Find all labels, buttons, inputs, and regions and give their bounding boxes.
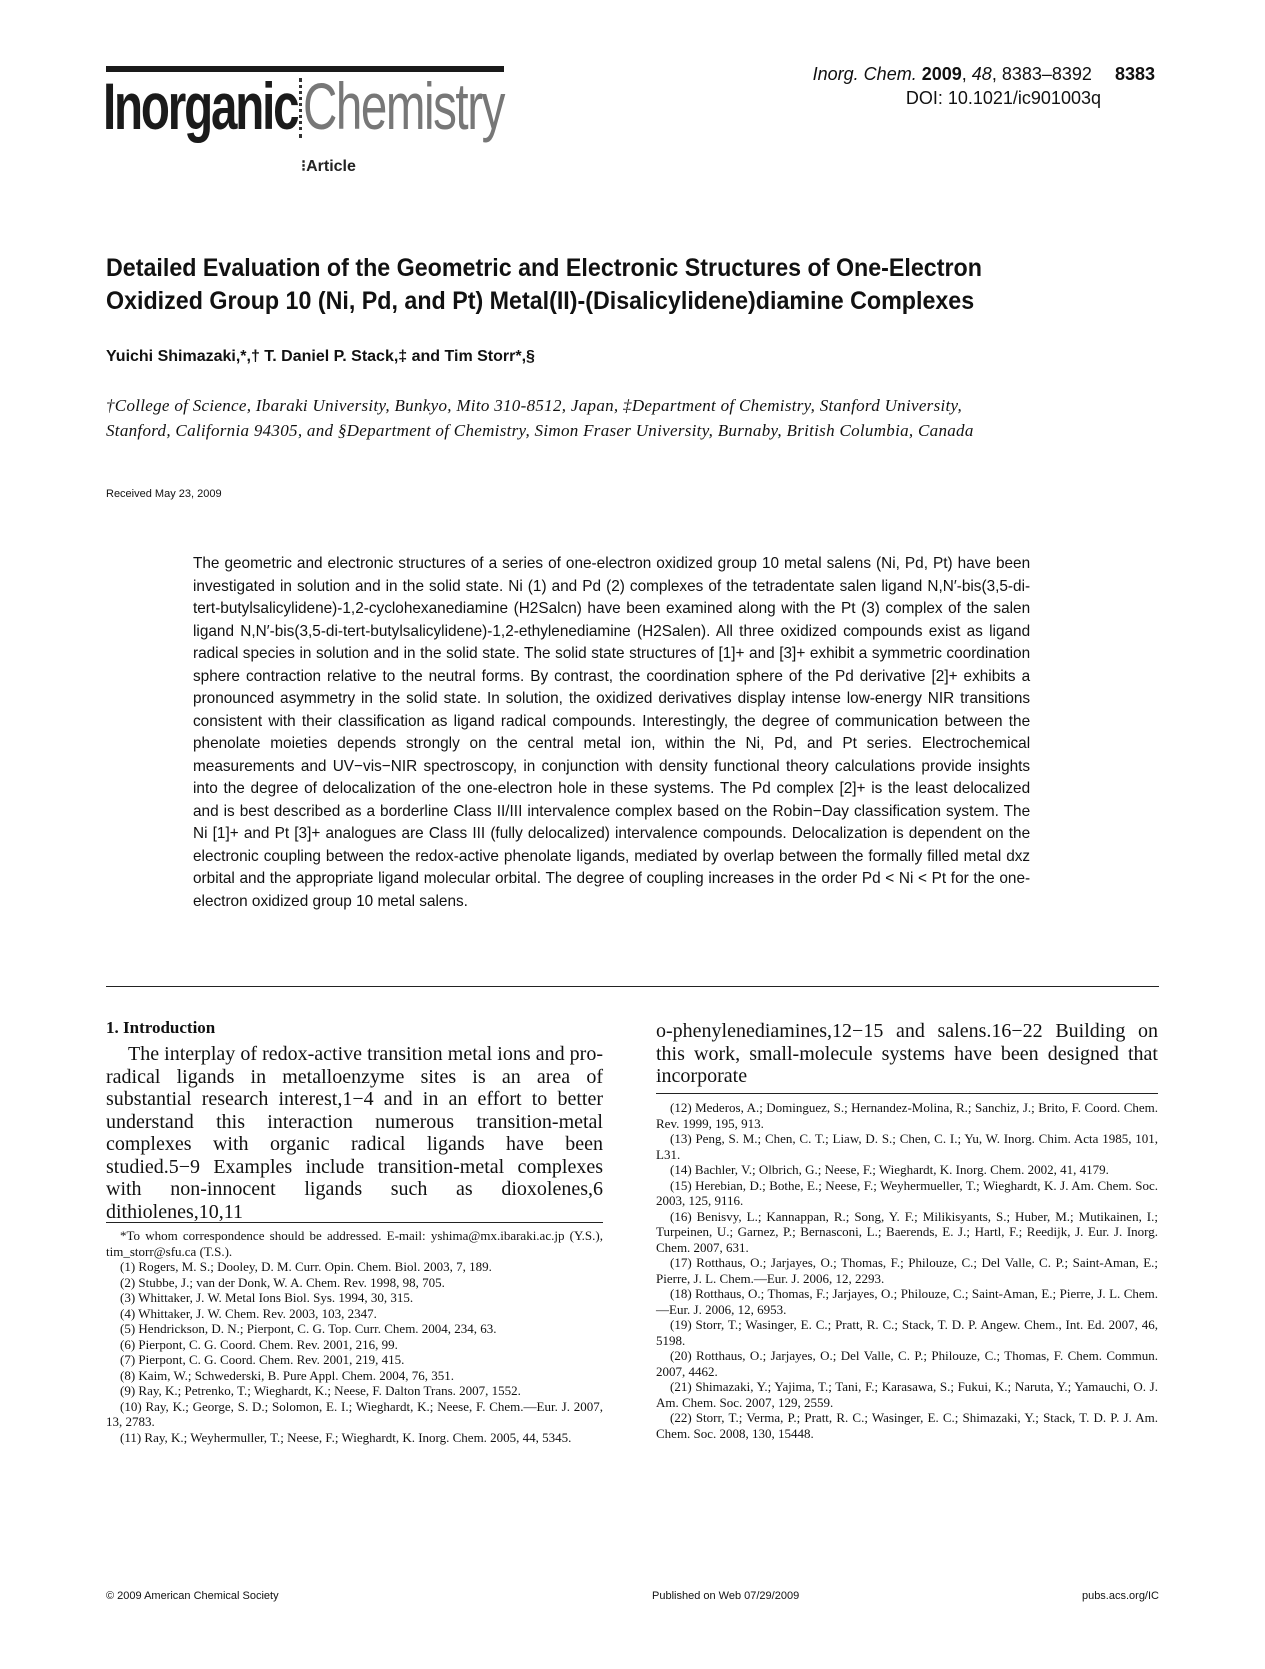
reference-item: (15) Herebian, D.; Bothe, E.; Neese, F.; Weyhermueller, T.; Wieghardt, K. J. Am. Chem. Soc. 2003, 125, 9116. [656,1177,1158,1208]
section-divider [106,986,1159,987]
abstract: The geometric and electronic structures of a series of one-electron oxidized group 10 metal salens (Ni, Pd, Pt) have been investigated in solution and in the solid state. Ni (1) and Pd (2) complexes of the tetradentate salen ligand N,N′-bis(3,5-di-tert-butylsalicylidene)-1,2-cyclohexanediamine (H2Salcn) have been examined along with the Pt (3) complex of the salen ligand N,N′-bis(3,5-di-tert-butylsalicylidene)-1,2-ethylenediamine (H2Salen). All three oxidized compounds exist as ligand radical species in solution and in the solid state. The solid state structures of [1]+ and [3]+ exhibit a symmetric coordination sphere contraction relative to the neutral forms. By contrast, the coordination sphere of the Pd derivative [2]+ exhibits a pronounced asymmetry in the solid state. In solution, the oxidized derivatives display intense low-energy NIR transitions consistent with their classification as ligand radical compounds. Interestingly, the degree of communication between the phenolate moieties depends strongly on the central metal ion, within the Ni, Pd, and Pt series. Electrochemical measurements and UV−vis−NIR spectroscopy, in conjunction with density functional theory calculations provide insights into the degree of delocalization of the one-electron hole in these systems. The Pd complex [2]+ is the least delocalized and is best described as a borderline Class II/III intervalence complex based on the Robin−Day classification system. The Ni [1]+ and Pt [3]+ analogues are Class III (fully delocalized) intervalence compounds. Delocalization is dependent on the electronic coupling between the redox-active phenolate ligands, mediated by overlap between the formally filled metal dxz orbital and the appropriate ligand molecular orbital. The degree of coupling increases in the order Pd < Ni < Pt for the one-electron oxidized group 10 metal salens. [193,555,1031,910]
reference-item: (11) Ray, K.; Weyhermuller, T.; Neese, F.; Wieghardt, K. Inorg. Chem. 2005, 44, 5345. [120,1429,572,1445]
intro-paragraph-2: o-phenylenediamines,12−15 and salens.16−22 Building on this work, small-molecule systems have been designed that incorporate [656,1020,1158,1087]
reference-item: (2) Stubbe, J.; van der Donk, W. A. Chem. Rev. 1998, 98, 705. [120,1274,445,1290]
reference-item: (6) Pierpont, C. G. Coord. Chem. Rev. 2001, 216, 99. [120,1336,398,1352]
reference-item: (21) Shimazaki, Y.; Yajima, T.; Tani, F.; Karasawa, S.; Fukui, K.; Naruta, Y.; Yamauchi, O. J. Am. Chem. Soc. 2007, 129, 2559. [656,1379,1158,1410]
reference-item: (20) Rotthaus, O.; Jarjayes, O.; Del Valle, C. P.; Philouze, C.; Thomas, F. Chem. Commun. 2007, 4462. [656,1348,1158,1379]
reference-item: (3) Whittaker, J. W. Metal Ions Biol. Sys. 1994, 30, 315. [120,1290,414,1305]
reference-item: (4) Whittaker, J. W. Chem. Rev. 2003, 103, 2347. [120,1305,377,1321]
citation-journal: Inorg. Chem. [812,64,917,84]
logo-word-inorganic: Inorganic [103,69,298,143]
reference-item: (22) Storr, T.; Verma, P.; Pratt, R. C.; Wasinger, E. C.; Shimazaki, Y.; Stack, T. D. P. J. Am. Chem. Soc. 2008, 130, 15448. [656,1410,1158,1441]
journal-citation: Inorg. Chem. 2009, 48, 8383–8392 8383 [812,64,1155,84]
footnotes-left [106,1228,603,1445]
reference-item: (1) Rogers, M. S.; Dooley, D. M. Curr. Opin. Chem. Biol. 2003, 7, 189. [120,1259,492,1274]
publication-date: Published on Web 07/29/2009 [652,1590,800,1602]
reference-item: (18) Rotthaus, O.; Thomas, F.; Jarjayes, O.; Philouze, C.; Saint-Aman, E.; Pierre, J. L. Chem.—Eur. J. 2006, 12, 6953. [656,1286,1158,1317]
reference-item: (14) Bachler, V.; Olbrich, G.; Neese, F.; Wieghardt, K. Inorg. Chem. 2002, 41, 4179. [670,1162,1109,1177]
reference-item: (16) Benisvy, L.; Kannappan, R.; Song, Y. F.; Milikisyants, S.; Huber, M.; Mutikainen, I.; Turpeinen, U.; Garnez, P.; Bernasconi, L.; Baerends, E. J.; Hartl, F.; Reedijk, J. Eur. J. Inorg. Chem. 2007, 631. [656,1208,1158,1255]
reference-item: (7) Pierpont, C. G. Coord. Chem. Rev. 2001, 219, 415. [120,1352,405,1367]
section-heading: 1. Introduction [106,1018,216,1037]
reference-item: (17) Rotthaus, O.; Jarjayes, O.; Thomas, F.; Philouze, C.; Del Valle, C. P.; Saint-Aman, E.; Pierre, J. L. Chem.—Eur. J. 2006, 12, 2293. [656,1255,1158,1286]
reference-item: (13) Peng, S. M.; Chen, C. T.; Liaw, D. S.; Chen, C. I.; Yu, W. Inorg. Chim. Acta 1985, 101, L31. [656,1131,1158,1162]
page-number: 8383 [1114,64,1155,84]
reference-item: (12) Mederos, A.; Dominguez, S.; Hernandez-Molina, R.; Sanchiz, J.; Brito, F. Coord. Chem. Rev. 1999, 195, 913. [656,1100,1158,1131]
author-list: Yuichi Shimazaki,*,† T. Daniel P. Stack,‡ and Tim Storr*,§ [106,348,535,365]
footnote-correspondence: *To whom correspondence should be addressed. E-mail: yshima@mx.ibaraki.ac.jp (Y.S.), tim_storr@sfu.ca (T.S.). [106,1228,603,1259]
doi[interactable]: DOI: 10.1021/ic901003q [905,88,1101,108]
footnote-divider-right [656,1093,1158,1094]
journal-url[interactable]: pubs.acs.org/IC [1081,1590,1159,1602]
logo-word-chemistry: Chemistry [303,69,504,143]
reference-item: (8) Kaim, W.; Schwederski, B. Pure Appl. Chem. 2004, 76, 351. [120,1367,455,1383]
reference-item: (19) Storr, T.; Wasinger, E. C.; Pratt, R. C.; Stack, T. D. P. Angew. Chem., Int. Ed. 2007, 46, 5198. [656,1317,1158,1348]
affiliations: †College of Science, Ibaraki University, Bunkyo, Mito 310-8512, Japan, ‡Department of Chemistry, Stanford University, Stanford, California 94305, and §Department of Chemistry, Simon Fraser University, Burnaby, British Columbia, Canada [106,396,974,440]
logo-article-label: ⁝Article [301,158,356,175]
reference-item: (9) Ray, K.; Petrenko, T.; Wieghardt, K.; Neese, F. Dalton Trans. 2007, 1552. [120,1383,521,1398]
reference-item: (10) Ray, K.; George, S. D.; Solomon, E. I.; Wieghardt, K.; Neese, F. Chem.—Eur. J. 2007, 13, 2783. [106,1398,603,1429]
article-type-label: Article [306,158,356,175]
intro-paragraph-1: The interplay of redox-active transition metal ions and pro-radical ligands in metalloenzyme sites is an area of substantial research interest,1−4 and in an effort to better understand this interaction numerous transition-metal complexes with organic radical ligands have been studied.5−9 Examples include transition-metal complexes with non-innocent ligands such as dioxolenes,6 dithiolenes,10,11 [106,1043,603,1223]
article-title: Detailed Evaluation of the Geometric and Electronic Structures of One-Electron Oxidized Group 10 (Ni, Pd, and Pt) Metal(II)-(Disalicylidene)diamine Complexes [106,254,982,315]
citation-volume: 48 [971,64,992,84]
footnotes-right [656,1100,1158,1441]
journal-logo [103,68,523,178]
citation-pages: 8383–8392 [1001,64,1092,84]
footnote-divider-left [106,1222,603,1223]
received-date: Received May 23, 2009 [106,488,222,500]
reference-item: (5) Hendrickson, D. N.; Pierpont, C. G. Top. Curr. Chem. 2004, 234, 63. [120,1321,497,1336]
citation-year: 2009 [921,64,962,84]
copyright-notice: © 2009 American Chemical Society [106,1590,279,1602]
